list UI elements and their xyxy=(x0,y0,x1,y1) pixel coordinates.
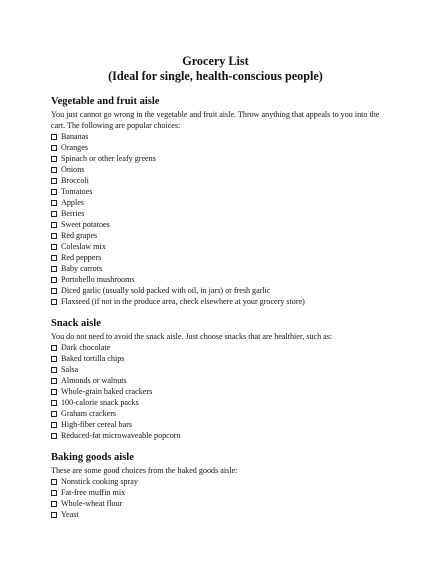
checkbox[interactable] xyxy=(51,134,57,140)
section-snack-aisle xyxy=(51,317,380,441)
list-item xyxy=(51,131,380,142)
title-line-1: Grocery List xyxy=(182,54,249,68)
list-item-label: Baked tortilla chips xyxy=(61,354,125,363)
section-heading: Vegetable and fruit aisle xyxy=(51,96,160,107)
checkbox[interactable] xyxy=(51,411,57,417)
checkbox[interactable] xyxy=(51,277,57,283)
list-item xyxy=(51,408,380,419)
list-item-label: Onions xyxy=(61,165,85,174)
list-item-label: Reduced-fat microwaveable popcorn xyxy=(61,431,181,440)
list-item-label: Berries xyxy=(61,209,85,218)
list-item-label: Broccoli xyxy=(61,176,89,185)
checkbox[interactable] xyxy=(51,167,57,173)
section-intro: These are some good choices from the baked goods aisle: xyxy=(51,466,238,475)
section-heading: Snack aisle xyxy=(51,318,101,329)
checkbox[interactable] xyxy=(51,222,57,228)
list-item xyxy=(51,252,380,263)
list-item xyxy=(51,142,380,153)
list-item xyxy=(51,241,380,252)
list-item xyxy=(51,342,380,353)
checkbox[interactable] xyxy=(51,378,57,384)
list-item xyxy=(51,208,380,219)
checkbox[interactable] xyxy=(51,266,57,272)
list-item-label: High-fiber cereal bars xyxy=(61,420,133,429)
checkbox[interactable] xyxy=(51,512,57,518)
list-item-label: Almonds or walnuts xyxy=(61,376,127,385)
checkbox[interactable] xyxy=(51,345,57,351)
list-item xyxy=(51,476,380,487)
list-item-label: Sweet potatoes xyxy=(61,220,110,229)
list-item xyxy=(51,285,380,296)
list-item xyxy=(51,430,380,441)
list-item xyxy=(51,498,380,509)
list-item xyxy=(51,296,380,307)
checkbox[interactable] xyxy=(51,490,57,496)
list-item xyxy=(51,197,380,208)
list-item-label: Oranges xyxy=(61,143,88,152)
checkbox[interactable] xyxy=(51,178,57,184)
checkbox[interactable] xyxy=(51,145,57,151)
checkbox[interactable] xyxy=(51,244,57,250)
list-item-label: Baby carrots xyxy=(61,264,103,273)
list-item-label: Red peppers xyxy=(61,253,102,262)
list-item xyxy=(51,230,380,241)
checklist xyxy=(51,131,380,307)
list-item-label: Flaxseed (if not in the produce area, check elsewhere at your grocery store) xyxy=(61,297,305,306)
checkbox[interactable] xyxy=(51,367,57,373)
list-item xyxy=(51,487,380,498)
list-item-label: Whole-grain baked crackers xyxy=(61,387,153,396)
list-item-label: Portobello mushrooms xyxy=(61,275,135,284)
list-item-label: Salsa xyxy=(61,365,79,374)
list-item xyxy=(51,164,380,175)
checkbox[interactable] xyxy=(51,400,57,406)
checkbox[interactable] xyxy=(51,501,57,507)
list-item xyxy=(51,175,380,186)
list-item-label: Red grapes xyxy=(61,231,98,240)
list-item xyxy=(51,153,380,164)
list-item-label: 100-calorie snack packs xyxy=(61,398,139,407)
list-item xyxy=(51,263,380,274)
checkbox[interactable] xyxy=(51,255,57,261)
list-item-label: Apples xyxy=(61,198,84,207)
list-item-label: Fat-free muffin mix xyxy=(61,488,126,497)
document-title xyxy=(51,54,380,84)
checkbox[interactable] xyxy=(51,356,57,362)
checkbox[interactable] xyxy=(51,479,57,485)
list-item xyxy=(51,186,380,197)
checkbox[interactable] xyxy=(51,299,57,305)
section-heading: Baking goods aisle xyxy=(51,452,134,463)
list-item xyxy=(51,364,380,375)
list-item-label: Whole-wheat flour xyxy=(61,499,123,508)
list-item xyxy=(51,397,380,408)
list-item-label: Bananas xyxy=(61,132,89,141)
checkbox[interactable] xyxy=(51,389,57,395)
section-intro: You do not need to avoid the snack aisle. Just choose snacks that are healthier, such as: xyxy=(51,332,333,341)
list-item-label: Coleslaw mix xyxy=(61,242,106,251)
list-item xyxy=(51,353,380,364)
list-item xyxy=(51,386,380,397)
checklist xyxy=(51,342,380,441)
checkbox[interactable] xyxy=(51,422,57,428)
checkbox[interactable] xyxy=(51,200,57,206)
list-item-label: Diced garlic (usually sold packed with oil, in jars) or fresh garlic xyxy=(61,286,271,295)
checkbox[interactable] xyxy=(51,233,57,239)
checkbox[interactable] xyxy=(51,189,57,195)
list-item-label: Graham crackers xyxy=(61,409,117,418)
list-item-label: Spinach or other leafy greens xyxy=(61,154,156,163)
checkbox[interactable] xyxy=(51,288,57,294)
list-item-label: Dark chocolate xyxy=(61,343,111,352)
section-baking-goods-aisle xyxy=(51,451,380,520)
checkbox[interactable] xyxy=(51,433,57,439)
checklist xyxy=(51,476,380,520)
list-item xyxy=(51,419,380,430)
section-intro: You just cannot go wrong in the vegetable and fruit aisle. Throw anything that appeals to you into the cart. The following are popular choices: xyxy=(51,110,380,130)
checkbox[interactable] xyxy=(51,156,57,162)
list-item xyxy=(51,219,380,230)
list-item-label: Nonstick cooking spray xyxy=(61,477,138,486)
checkbox[interactable] xyxy=(51,211,57,217)
title-line-2: (Ideal for single, health-conscious people) xyxy=(108,69,323,83)
list-item-label: Tomatoes xyxy=(61,187,93,196)
list-item xyxy=(51,375,380,386)
section-vegetable-fruit-aisle xyxy=(51,95,380,307)
list-item xyxy=(51,274,380,285)
list-item-label: Yeast xyxy=(61,510,79,519)
list-item xyxy=(51,509,380,520)
